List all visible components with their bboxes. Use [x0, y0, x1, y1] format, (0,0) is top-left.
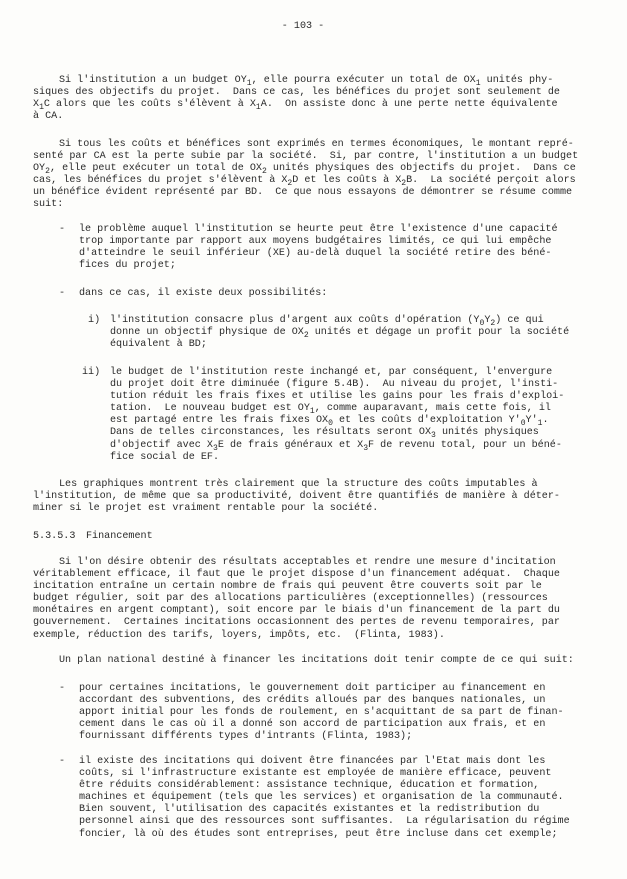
paragraph: [0, 139, 627, 212]
text-line: [0, 75, 627, 87]
text-run: unités physiques: [435, 427, 539, 439]
text-run: il existe des incitations qui doivent être financées par l'Etat mais dont les: [79, 756, 546, 767]
text-run: du projet doit être diminuée (figure 5.4B). Au niveau du projet, l'insti-: [110, 379, 559, 391]
text-run: fices du projet;: [79, 260, 176, 272]
text-line: [0, 617, 627, 629]
text-line: [0, 151, 627, 163]
text-line: [0, 569, 627, 581]
text-run: , elle peut exécuter un total de OX: [49, 163, 262, 175]
text-line: [0, 339, 627, 351]
text-line: [0, 683, 627, 695]
text-line: [0, 87, 627, 99]
text-run: Y: [484, 315, 491, 326]
text-line: [0, 479, 627, 491]
text-line: [0, 731, 627, 743]
text-run: miner si le projet est vraiment rentable pour la société.: [33, 503, 379, 515]
subscript: 2: [490, 319, 496, 328]
text-run: unités physiques des objectifs du projet. Dans ce: [266, 163, 576, 175]
text-line: [0, 695, 627, 707]
subscript: 1: [255, 103, 261, 113]
text-run: E de frais généraux et X: [217, 439, 364, 451]
text-line: [0, 804, 627, 816]
text-run: pour certaines incitations, le gouvernement doit participer au financement en: [79, 683, 546, 694]
text-line: [0, 111, 627, 123]
text-run: dans ce cas, il existe deux possibilités:: [79, 288, 328, 299]
text-line: [0, 491, 627, 503]
text-run: à CA.: [33, 111, 64, 123]
bullet-item: [0, 756, 627, 841]
text-line: [0, 719, 627, 731]
text-run: F de revenu total, pour un béné-: [368, 439, 562, 451]
text-run: , comme auparavant, mais cette fois, il: [314, 403, 551, 415]
text-line: [0, 224, 627, 236]
text-run: A. On assiste donc à une perte nette équivalente: [260, 99, 558, 111]
text-run: trop importante par rapport aux moyens budgétaires limités, ce qui lui empêche: [79, 236, 552, 248]
subscript: 3: [212, 443, 218, 453]
text-run: équivalent à BD;: [110, 339, 207, 351]
subscript: 1: [537, 419, 543, 429]
text-line: [0, 288, 627, 300]
text-line: [0, 139, 627, 151]
subscript: 2: [261, 167, 267, 177]
text-line: [0, 792, 627, 804]
text-run: machines et équipement (tels que les services) et organisation de la communauté.: [79, 792, 564, 804]
text-run: unités phy-: [480, 75, 554, 86]
text-run: personnel ainsi que des ressources sont suffisantes. La régularisation du régime: [79, 816, 570, 828]
text-line: [0, 327, 627, 339]
text-run: Dans de telles circonstances, les résultats seront OX: [110, 427, 432, 439]
sub-item: [0, 367, 627, 464]
section-number: 5.3.5.3: [33, 531, 76, 542]
list-marker: i): [82, 315, 101, 326]
text-line: [0, 557, 627, 569]
list-marker: ii): [82, 367, 101, 378]
text-run: senté par CA est la perte subie par la société. Si, par contre, l'institution a un budget: [33, 151, 579, 163]
text-line: [0, 829, 627, 841]
section-heading: [33, 531, 153, 542]
text-run: l'institution, de même que sa productivité, doivent être quantifiés de manière à déter-: [33, 491, 560, 503]
subscript: 1: [309, 407, 315, 417]
text-run: Si l'on désire obtenir des résultats acceptables et rendre une mesure d'incitation: [59, 557, 556, 568]
text-run: siques des objectifs du projet. Dans ce cas, les bénéfices du projet sont seulement de: [33, 87, 560, 99]
text-run: suit:: [33, 199, 64, 211]
text-line: [0, 452, 627, 464]
text-line: [0, 503, 627, 515]
list-marker: -: [59, 756, 66, 767]
page-number: - 103 -: [281, 21, 325, 32]
text-run: l'institution consacre plus d'argent aux coûts d'opération (Y: [110, 315, 480, 326]
text-line: [0, 630, 627, 642]
list-marker: -: [59, 224, 66, 235]
paragraph: [0, 75, 627, 123]
text-run: tution réduit les frais fixes et utilise les gains pour les frais d'exploi-: [110, 391, 565, 403]
text-run: véritablement efficace, il faut que le projet dispose d'un financement adéquat. Chaque: [33, 569, 560, 581]
bullet-item: [0, 288, 627, 300]
text-line: [0, 248, 627, 260]
text-run: d'atteindre le seuil inférieur (XE) au-delà duquel la société retire des béné-: [79, 248, 552, 260]
text-line: [0, 816, 627, 828]
list-marker: -: [59, 683, 66, 694]
subscript: 0: [328, 419, 333, 429]
text-run: Bien souvent, l'utilisation des capacités existantes et la redistribution du: [79, 804, 540, 816]
text-run: budget régulier, soit par des allocations particulières (exceptionnelles) (ressources: [33, 593, 548, 605]
text-line: [0, 605, 627, 617]
text-line: [0, 391, 627, 403]
text-line: [0, 260, 627, 272]
text-line: [0, 768, 627, 780]
text-run: fice social de EF.: [110, 451, 220, 463]
text-line: [0, 593, 627, 605]
subscript: 0: [479, 319, 485, 328]
text-run: cement dans le cas où il a donné son accord de participation aux frais, et en: [79, 719, 546, 731]
subscript: 0: [520, 419, 526, 429]
text-line: [0, 99, 627, 111]
subscript: 3: [431, 431, 436, 441]
subscript: 1: [475, 79, 481, 88]
text-run: C alors que les coûts s'élèvent à X: [43, 99, 256, 111]
text-run: un bénéfice évident représenté par BD. Ce que nous essayons de démontrer se résume comme: [33, 187, 573, 199]
text-run: unités et dégage un profit pour la société: [308, 327, 570, 339]
subscript: 2: [45, 167, 50, 177]
subscript: 1: [39, 103, 44, 113]
text-run: d'objectif avec X: [110, 439, 213, 451]
bullet-item: [0, 683, 627, 743]
text-run: , elle pourra exécuter un total de OX: [251, 75, 476, 86]
text-line: [0, 655, 627, 667]
text-run: coûts, si l'infrastructure existante est employée de manière efficace, peuvent: [79, 768, 552, 780]
text-run: cas, les bénéfices du projet s'élèvent à X: [33, 175, 288, 187]
text-run: monétaires en argent comptant), soit encore par le biais d'un financement de la part du: [33, 605, 560, 617]
subscript: 2: [401, 179, 407, 189]
text-run: Un plan national destiné à financer les incitations doit tenir compte de ce qui suit:: [59, 655, 574, 666]
text-run: gouvernement. Certaines incitations occasionnent des pertes de revenu temporaires, par: [33, 617, 560, 629]
text-line: [0, 403, 627, 415]
text-run: accordant des subventions, des crédits alloués par des banques nationales, un: [79, 695, 546, 707]
section-title: Financement: [86, 531, 153, 542]
text-run: X: [33, 99, 40, 111]
text-run: ) ce qui: [495, 315, 544, 326]
list-marker: -: [59, 288, 66, 299]
text-run: .: [542, 415, 549, 427]
text-run: tation. Le nouveau budget est OY: [110, 403, 310, 415]
subscript: 2: [303, 331, 309, 341]
paragraph: [0, 655, 627, 667]
text-line: [0, 379, 627, 391]
text-run: Les graphiques montrent très clairement que la structure des coûts imputables à: [59, 479, 538, 490]
text-run: le budget de l'institution reste inchangé et, par conséquent, l'envergure: [110, 367, 553, 378]
text-line: [0, 756, 627, 768]
text-line: [0, 427, 627, 439]
text-run: exemple, réduction des tarifs, loyers, impôts, etc. (Flinta, 1983).: [33, 629, 445, 641]
text-line: [0, 707, 627, 719]
text-line: [0, 780, 627, 792]
text-run: le problème auquel l'institution se heurte peut être l'existence d'une capacité: [79, 224, 558, 235]
subscript: 2: [287, 179, 293, 189]
text-run: Si l'institution a un budget OY: [59, 75, 247, 86]
subscript: 1: [246, 79, 252, 88]
text-run: et les coûts d'exploitation Y': [332, 415, 521, 427]
text-line: [0, 163, 627, 175]
text-line: [0, 236, 627, 248]
text-run: apport initial pour les fonds de roulement, en s'acquittant de sa part de finan-: [79, 707, 564, 719]
text-line: [0, 440, 627, 452]
text-run: être réduits considérablement: assistance technique, éducation et formation,: [79, 780, 540, 792]
text-run: Si tous les coûts et bénéfices sont exprimés en termes économiques, le montant repré-: [59, 139, 574, 150]
text-run: Y': [525, 415, 538, 427]
text-line: [0, 199, 627, 211]
text-run: B. La société perçoit alors: [406, 175, 576, 187]
subscript: 3: [363, 443, 369, 453]
text-line: [0, 175, 627, 187]
text-run: est partagé entre les frais fixes OX: [110, 415, 329, 427]
text-run: incitation entraîne un certain nombre de frais qui peuvent être couverts soit par le: [33, 581, 542, 593]
text-line: [0, 187, 627, 199]
text-line: [0, 581, 627, 593]
bullet-item: [0, 224, 627, 272]
paragraph: [0, 557, 627, 642]
text-run: fournissant différents types d'intrants (Flinta, 1983);: [79, 731, 413, 743]
sub-item: [0, 315, 627, 351]
paragraph: [0, 479, 627, 515]
text-run: OY: [33, 163, 46, 175]
text-run: donne un objectif physique de OX: [110, 327, 304, 339]
text-run: D et les coûts à X: [292, 175, 402, 187]
text-run: foncier, là où des études sont entreprises, peut être incluse dans cet exemple;: [79, 828, 558, 840]
